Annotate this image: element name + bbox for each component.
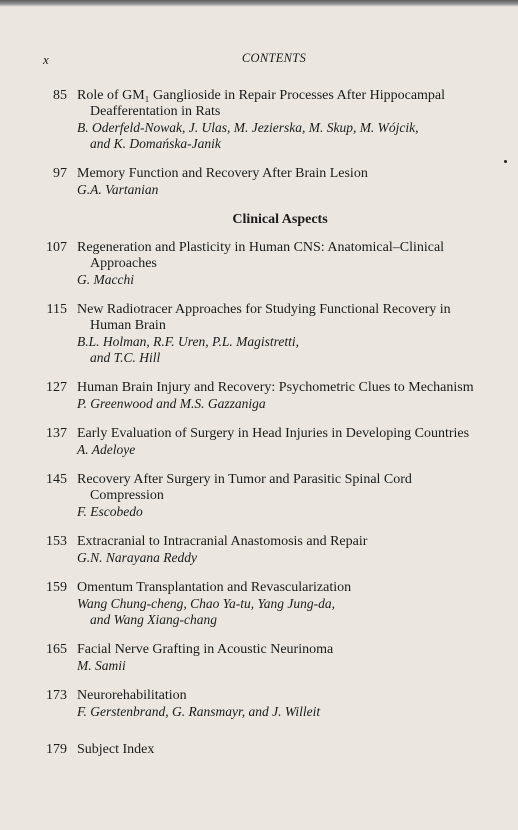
toc-author-line: M. Samii	[77, 658, 126, 673]
toc-group-clinical	[40, 240, 480, 720]
toc-title-line: Deafferentation in Rats	[90, 104, 221, 119]
toc-author-line: F. Gerstenbrand, G. Ransmayr, and J. Willeit	[77, 704, 321, 719]
paper-speck	[504, 160, 507, 163]
page-number: x	[43, 52, 49, 67]
toc-author-line: G.N. Narayana Reddy	[77, 550, 197, 565]
toc-title-line: Extracranial to Intracranial Anastomosis and Repair	[77, 534, 368, 549]
toc-title-line: Facial Nerve Grafting in Acoustic Neurinoma	[77, 642, 334, 657]
toc-entry[interactable]	[40, 380, 480, 412]
toc-title-line: Neurorehabilitation	[77, 688, 187, 703]
toc-group-basic	[40, 88, 480, 198]
toc-entry[interactable]	[40, 426, 480, 458]
running-header: CONTENTS	[241, 51, 307, 65]
toc-author-line: Wang Chung-cheng, Chao Ya-tu, Yang Jung-da,	[77, 596, 336, 611]
toc-author-line: G.A. Vartanian	[77, 182, 159, 197]
toc-title: Subject Index	[77, 742, 155, 757]
toc-entry[interactable]	[40, 534, 480, 566]
toc-page-number: 145	[46, 472, 67, 487]
toc-entry[interactable]	[40, 472, 480, 520]
toc-author-line: B.L. Holman, R.F. Uren, P.L. Magistretti,	[77, 334, 300, 349]
toc-entry-subject-index[interactable]	[40, 742, 480, 758]
toc-author-line: and T.C. Hill	[90, 350, 161, 365]
toc-page-number: 115	[46, 302, 67, 317]
toc-entry[interactable]	[40, 302, 480, 366]
toc-page-number: 179	[46, 742, 67, 757]
toc-author-line: G. Macchi	[77, 272, 134, 287]
toc-page-number: 153	[46, 534, 67, 549]
toc-title-line: Early Evaluation of Surgery in Head Injuries in Developing Countries	[77, 426, 470, 441]
toc-title-line: Omentum Transplantation and Revascularization	[77, 580, 352, 595]
toc-list	[40, 88, 480, 772]
toc-entry[interactable]	[40, 580, 480, 628]
toc-author-line: and Wang Xiang-chang	[90, 612, 217, 627]
toc-title-line: Memory Function and Recovery After Brain Lesion	[77, 166, 368, 181]
toc-title-line: Approaches	[90, 256, 157, 271]
toc-page-number: 165	[46, 642, 67, 657]
toc-page-number: 137	[46, 426, 67, 441]
toc-title-line: Role of GM₁ Ganglioside in Repair Processes After Hippocampal	[77, 88, 446, 103]
toc-author-line: and K. Domańska-Janik	[90, 136, 221, 151]
toc-page-number: 173	[46, 688, 67, 703]
toc-page-number: 127	[46, 380, 67, 395]
toc-title-line: Recovery After Surgery in Tumor and Parasitic Spinal Cord Compression	[77, 472, 412, 503]
toc-entry[interactable]	[40, 88, 480, 152]
toc-author-line: A. Adeloye	[77, 442, 136, 457]
toc-author-line: P. Greenwood and M.S. Gazzaniga	[77, 396, 266, 411]
toc-entry[interactable]	[40, 240, 480, 288]
toc-title-line: Human Brain Injury and Recovery: Psychometric Clues to Mechanism	[77, 380, 474, 395]
toc-page-number: 159	[46, 580, 67, 595]
toc-author-line: F. Escobedo	[77, 504, 143, 519]
toc-page-number: 107	[46, 240, 67, 255]
toc-entry[interactable]	[40, 688, 480, 720]
toc-entry[interactable]	[40, 166, 480, 198]
toc-title-line: New Radiotracer Approaches for Studying Functional Recovery in	[77, 302, 451, 317]
toc-title-line: Human Brain	[90, 318, 166, 333]
toc-page-number: 85	[53, 88, 67, 103]
toc-title-line: Regeneration and Plasticity in Human CNS: Anatomical–Clinical	[77, 240, 445, 255]
toc-page-number: 97	[53, 166, 67, 181]
toc-author-line: B. Oderfeld-Nowak, J. Ulas, M. Jezierska, M. Skup, M. Wójcik,	[77, 120, 419, 135]
spacer	[40, 734, 480, 742]
section-heading: Clinical Aspects	[232, 212, 328, 227]
toc-entry[interactable]	[40, 642, 480, 674]
